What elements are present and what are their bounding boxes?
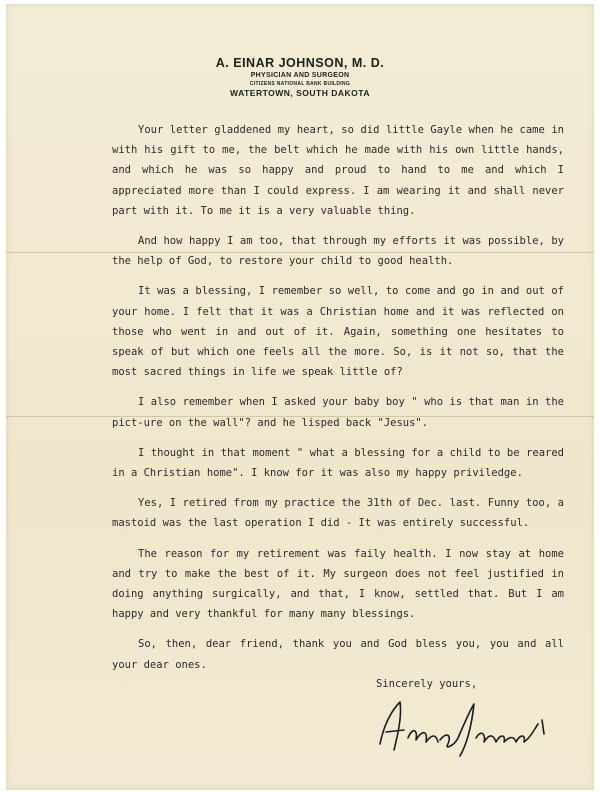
letterhead-name: A. EINAR JOHNSON, M. D. xyxy=(215,56,385,70)
letterhead xyxy=(6,56,594,98)
paragraph: It was a blessing, I remember so well, to come and go in and out of your home. I felt that it was a Christian home and it was reflected on those who went in and out of it. Again, something one hesitates to speak of but which one feels all the more. So, is it not so, that the most sacred things in life we speak little of? xyxy=(112,285,564,379)
letter-sheet xyxy=(6,4,594,790)
letter-body xyxy=(112,120,564,675)
letterhead-city: WATERTOWN, SOUTH DAKOTA xyxy=(230,88,370,98)
paragraph: The reason for my retirement was faily health. I now stay at home and try to make the best of it. My surgeon does not feel justified in doing anything surgically, and that, I know, settled that. But I am happy and very thankful for many many blessings. xyxy=(112,547,564,621)
paragraph: I also remember when I asked your baby boy " who is that man in the pict-ure on the wall"? and he lisped back "Jesus". xyxy=(112,396,564,429)
paragraph: Yes, I retired from my practice the 31th of Dec. last. Funny too, a mastoid was the last operation I did - It was entirely successful. xyxy=(112,497,564,530)
paragraph: Your letter gladdened my heart, so did little Gayle when he came in with his gift to me, the belt which he made with his own little hands, and which he was so happy and proud to hand to me and which I appreciated more than I could express. I am wearing it and shall never part with it. To me it is a very valuable thing. xyxy=(112,124,564,217)
signature xyxy=(374,694,558,758)
closing: Sincerely yours, xyxy=(376,678,478,690)
letterhead-building: CITIZENS NATIONAL BANK BUILDING xyxy=(249,81,351,87)
paragraph: So, then, dear friend, thank you and God bless you, you and all your dear ones. xyxy=(112,638,564,671)
letterhead-title: PHYSICIAN AND SURGEON xyxy=(250,72,350,79)
paragraph: I thought in that moment " what a blessing for a child to be reared in a Christian home". I know for it was also my happy priviledge. xyxy=(112,446,564,480)
paragraph: And how happy I am too, that through my efforts it was possible, by the help of God, to restore your child to good health. xyxy=(112,235,564,268)
